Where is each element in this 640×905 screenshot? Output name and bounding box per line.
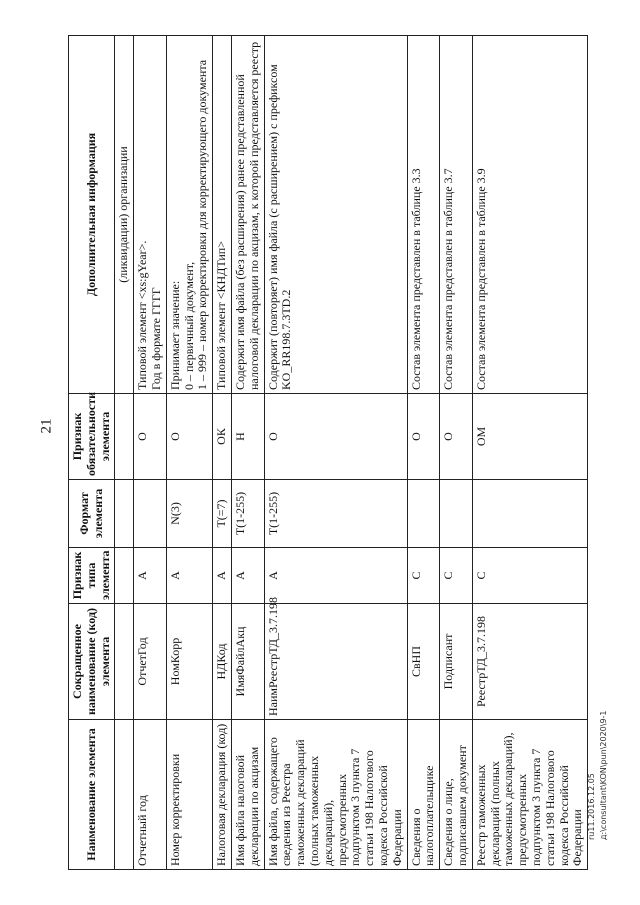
table-row bbox=[440, 36, 473, 870]
cell-name: Отчетный год bbox=[134, 720, 167, 870]
header-type: Признак типа элемента bbox=[69, 548, 115, 604]
cell-format bbox=[134, 480, 167, 548]
cell-code: НомКорр bbox=[166, 604, 212, 720]
cell-info: Состав элемента представлен в таблице 3.9 bbox=[472, 36, 587, 394]
cell-required: О bbox=[166, 394, 212, 480]
table-row bbox=[134, 36, 167, 870]
cell-code: Подписант bbox=[440, 604, 473, 720]
stamp-line-2: д:\consultant\KON\pun\2020\9-1 bbox=[599, 710, 608, 840]
cell-format bbox=[407, 480, 440, 548]
table-row bbox=[213, 36, 232, 870]
header-info: Дополнительная информация bbox=[69, 36, 115, 394]
cell-info: Типовой элемент <xs:gYear>. Год в формате ГГГГ bbox=[134, 36, 167, 394]
cell-name: Реестр таможенных деклараций (полных таможенных деклараций), предусмотренных подпунктом 3 пункта 7 статьи 198 Налогового кодекса Российской Федерации bbox=[472, 720, 587, 870]
cell-required: ОК bbox=[213, 394, 232, 480]
continuation-row bbox=[115, 36, 134, 870]
cell-type: А bbox=[166, 548, 212, 604]
cell-type: С bbox=[407, 548, 440, 604]
cell-info: Принимает значение: 0 – первичный документ, 1 – 999 – номер корректировки для корректирующего документа bbox=[166, 36, 212, 394]
cell-code: НаимРеестрТД_3.7.198 bbox=[264, 604, 407, 720]
cell-required: О bbox=[440, 394, 473, 480]
cell-name: Имя файла, содержащего сведения из Реестра таможенных деклараций (полных таможенных деклараций), предусмотренных подпунктом 3 пункта 7 статьи 198 Налогового кодекса Российской Федерации bbox=[264, 720, 407, 870]
document-stamp bbox=[585, 690, 635, 840]
cell-name: Налоговая декларация (код) bbox=[213, 720, 232, 870]
cell-code: ИмяФайлАкц bbox=[231, 604, 264, 720]
cell-name: Сведения о налогоплательщике bbox=[407, 720, 440, 870]
header-required: Признак обязательности элемента bbox=[69, 394, 115, 480]
cell-type: С bbox=[472, 548, 587, 604]
stamp-line-1: ru11.2016.12.05 bbox=[587, 773, 596, 840]
elements-table bbox=[68, 35, 588, 870]
table-header-row bbox=[69, 36, 115, 870]
cell-required: О bbox=[407, 394, 440, 480]
cell-code: ОтчетГод bbox=[134, 604, 167, 720]
cell-info: Состав элемента представлен в таблице 3.3 bbox=[407, 36, 440, 394]
header-code: Сокращенное наименование (код) элемента bbox=[69, 604, 115, 720]
cell-format bbox=[440, 480, 473, 548]
cell-format bbox=[472, 480, 587, 548]
table-row bbox=[264, 36, 407, 870]
cell-required: О bbox=[264, 394, 407, 480]
cell-format: T(1-255) bbox=[264, 480, 407, 548]
table-row bbox=[231, 36, 264, 870]
cell-required: ОМ bbox=[472, 394, 587, 480]
cell-code: РеестрТД_3.7.198 bbox=[472, 604, 587, 720]
table-row bbox=[472, 36, 587, 870]
cell-type: А bbox=[264, 548, 407, 604]
header-format: Формат элемента bbox=[69, 480, 115, 548]
page-number: 21 bbox=[38, 418, 55, 434]
cell-type: А bbox=[134, 548, 167, 604]
cell-type: А bbox=[231, 548, 264, 604]
cell-code: НДКод bbox=[213, 604, 232, 720]
cell-format: T(1-255) bbox=[231, 480, 264, 548]
cell-code: СвНП bbox=[407, 604, 440, 720]
cell-name: Номер корректировки bbox=[166, 720, 212, 870]
header-name: Наименование элемента bbox=[69, 720, 115, 870]
cell-required: Н bbox=[231, 394, 264, 480]
cell-format: T(=7) bbox=[213, 480, 232, 548]
cell-info: Содержит имя файла (без расширения) ранее представленной налоговой декларации по акцизам, к которой представляется реестр bbox=[231, 36, 264, 394]
rotated-table-container bbox=[68, 36, 586, 870]
cell-info: Типовой элемент <КНДТип> bbox=[213, 36, 232, 394]
cell-type: А bbox=[213, 548, 232, 604]
cell-name: Имя файла налоговой декларации по акцизам bbox=[231, 720, 264, 870]
table-row bbox=[166, 36, 212, 870]
cell-name: Сведения о лице, подписавшем документ bbox=[440, 720, 473, 870]
cell-info: Содержит (повторяет) имя файла (с расширением) с префиксом KO_RR198.7.3TD.2 bbox=[264, 36, 407, 394]
cell-required: О bbox=[134, 394, 167, 480]
continuation-text: (ликвидации) организации bbox=[115, 36, 134, 394]
cell-type: С bbox=[440, 548, 473, 604]
cell-info: Состав элемента представлен в таблице 3.7 bbox=[440, 36, 473, 394]
cell-format: N(3) bbox=[166, 480, 212, 548]
table-row bbox=[407, 36, 440, 870]
